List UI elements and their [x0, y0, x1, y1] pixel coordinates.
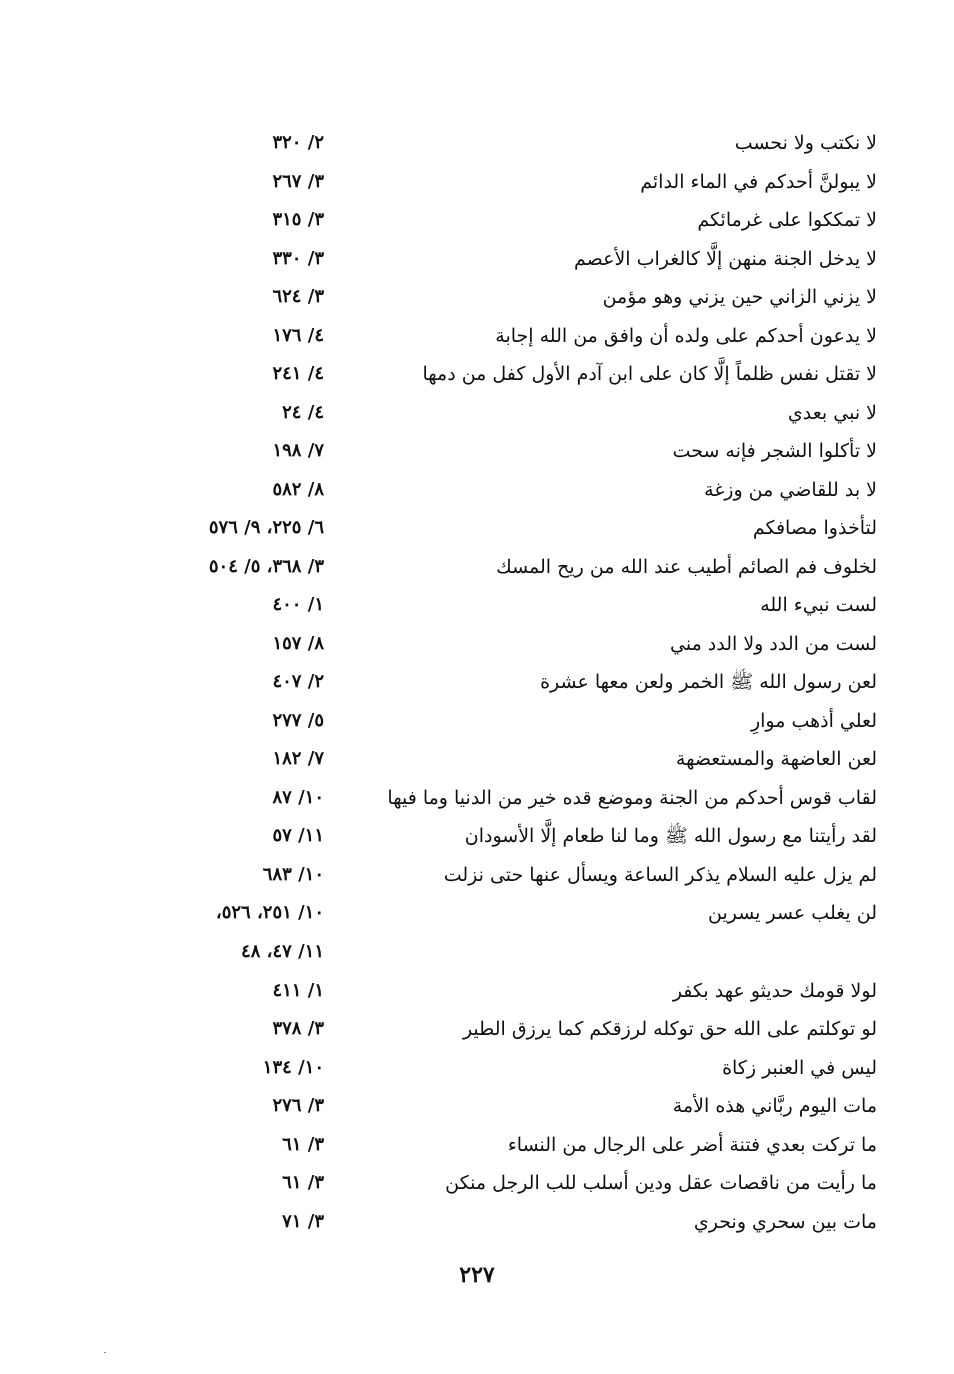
index-entry [0, 1010, 954, 1049]
entry-text: لا يدعون أحدكم على ولده أن وافق من الله إجابة [495, 324, 877, 347]
entry-reference: ٣/ ٧١ [282, 1210, 324, 1232]
index-entry [0, 586, 954, 625]
entry-reference: ٣/ ٦١ [282, 1133, 324, 1155]
entry-reference: ١/ ٤٠٠ [272, 594, 324, 615]
entry-reference: ٧/ ١٨٢ [272, 748, 324, 769]
entry-text: لا بد للقاضي من وزغة [704, 478, 877, 501]
entry-text: ما تركت بعدي فتنة أضر على الرجال من النساء [507, 1133, 877, 1156]
entry-text: مات بين سحري ونحري [693, 1210, 877, 1233]
entry-reference: ٧/ ١٩٨ [272, 440, 324, 461]
entry-text: لقاب قوس أحدكم من الجنة وموضع قده خير من الدنيا وما فيها [387, 786, 877, 809]
index-entry [0, 1126, 954, 1165]
index-entry [0, 625, 954, 664]
entry-text: لا يدخل الجنة منهن إلَّا كالغراب الأعصم [574, 247, 877, 270]
index-entry [0, 240, 954, 279]
index-entry [0, 817, 954, 856]
entry-text: لا يبولنَّ أحدكم في الماء الدائم [640, 170, 877, 193]
index-entry [0, 394, 954, 433]
entry-reference: ٨/ ١٥٧ [272, 632, 324, 654]
index-entry [0, 740, 954, 779]
index-entry [0, 317, 954, 356]
entry-reference: ٣/ ٦٢٤ [272, 286, 324, 307]
entry-reference: ٨/ ٥٨٢ [272, 478, 324, 500]
index-entry [0, 702, 954, 741]
index-entry [0, 1049, 954, 1088]
hadith-index-list [0, 124, 954, 1241]
entry-text: ما رأيت من ناقصات عقل ودين أسلب للب الرجل منكن [445, 1172, 877, 1194]
index-entry [0, 278, 954, 317]
entry-text: لعن العاضهة والمستعضهة [675, 748, 877, 770]
index-entry [0, 124, 954, 163]
entry-text: لست من الدد ولا الدد مني [670, 632, 877, 655]
index-entry [0, 663, 954, 702]
page-number: ٢٢٧ [459, 1262, 495, 1288]
index-entry-continuation [0, 933, 954, 972]
entry-text: لا تمككوا على غرمائكم [697, 209, 877, 231]
entry-text: ليس في العنبر زكاة [722, 1056, 877, 1079]
entry-reference: ٣/ ٢٦٧ [272, 170, 324, 192]
entry-text: لا نكتب ولا نحسب [734, 132, 877, 154]
entry-text: لقد رأيتنا مع رسول الله ﷺ وما لنا طعام إلَّا الأسودان [464, 825, 877, 847]
entry-text: لعن رسول الله ﷺ الخمر ولعن معها عشرة [540, 671, 877, 693]
entry-reference: ٥/ ٢٧٧ [272, 709, 324, 731]
index-entry [0, 1203, 954, 1242]
index-entry [0, 201, 954, 240]
entry-reference: ٢/ ٤٠٧ [272, 671, 324, 692]
entry-text: لا يزني الزاني حين يزني وهو مؤمن [602, 286, 877, 308]
entry-text: لا نبي بعدي [787, 401, 877, 424]
entry-reference: ٣/ ٣٧٨ [272, 1018, 324, 1039]
entry-text: لخلوف فم الصائم أطيب عند الله من ريح المسك [496, 555, 877, 578]
entry-text: لم يزل عليه السلام يذكر الساعة ويسأل عنها حتى نزلت [443, 863, 877, 886]
entry-text: لتأخذوا مصافكم [752, 517, 877, 539]
index-entry [0, 163, 954, 202]
entry-reference: ٣/ ٦١ [282, 1172, 324, 1193]
index-entry [0, 972, 954, 1011]
index-entry [0, 432, 954, 471]
entry-reference: ٦/ ٢٢٥، ٩/ ٥٧٦ [208, 517, 324, 538]
entry-reference: ١١/ ٥٧ [272, 825, 324, 846]
index-entry [0, 894, 954, 933]
entry-text: مات اليوم ربَّاني هذه الأمة [672, 1095, 877, 1117]
entry-text: لعلي أذهب موارِ [750, 709, 877, 732]
entry-text: لولا قومك حديثو عهد بكفر [672, 979, 877, 1002]
entry-reference: ١/ ٤١١ [272, 979, 324, 1001]
entry-reference: ٣/ ٢٧٦ [272, 1095, 324, 1116]
entry-reference: ٤/ ٢٤١ [272, 363, 324, 384]
entry-reference: ٤/ ١٧٦ [272, 324, 324, 346]
index-entry [0, 471, 954, 510]
entry-reference: ٣/ ٣٣٠ [272, 247, 324, 269]
index-entry [0, 856, 954, 895]
entry-reference: ٤/ ٢٤ [282, 401, 324, 423]
entry-reference: ١١/ ٤٧، ٤٨ [241, 940, 324, 962]
entry-reference: ١٠/ ١٣٤ [262, 1056, 324, 1078]
index-entry [0, 355, 954, 394]
index-entry [0, 779, 954, 818]
entry-reference: ٣/ ٣١٥ [272, 209, 324, 230]
entry-text: لو توكلتم على الله حق توكله لرزقكم كما يرزق الطير [462, 1018, 877, 1040]
index-entry [0, 1164, 954, 1203]
index-entry [0, 548, 954, 587]
scan-speck [104, 1352, 106, 1353]
entry-reference: ١٠/ ٨٧ [272, 786, 324, 808]
entry-reference: ١٠/ ٦٨٣ [262, 863, 324, 885]
entry-reference: ٢/ ٣٢٠ [272, 132, 324, 153]
entry-text: لن يغلب عسر يسرين [707, 902, 877, 924]
index-entry [0, 1087, 954, 1126]
index-entry [0, 509, 954, 548]
entry-text: لا تقتل نفس ظلماً إلَّا كان على ابن آدم الأول كفل من دمها [422, 363, 877, 385]
entry-text: لست نبيء الله [760, 594, 877, 616]
entry-reference: ١٠/ ٢٥١، ٥٢٦، [215, 902, 324, 923]
entry-text: لا تأكلوا الشجر فإنه سحت [672, 440, 877, 462]
entry-reference: ٣/ ٣٦٨، ٥/ ٥٠٤ [208, 555, 324, 577]
